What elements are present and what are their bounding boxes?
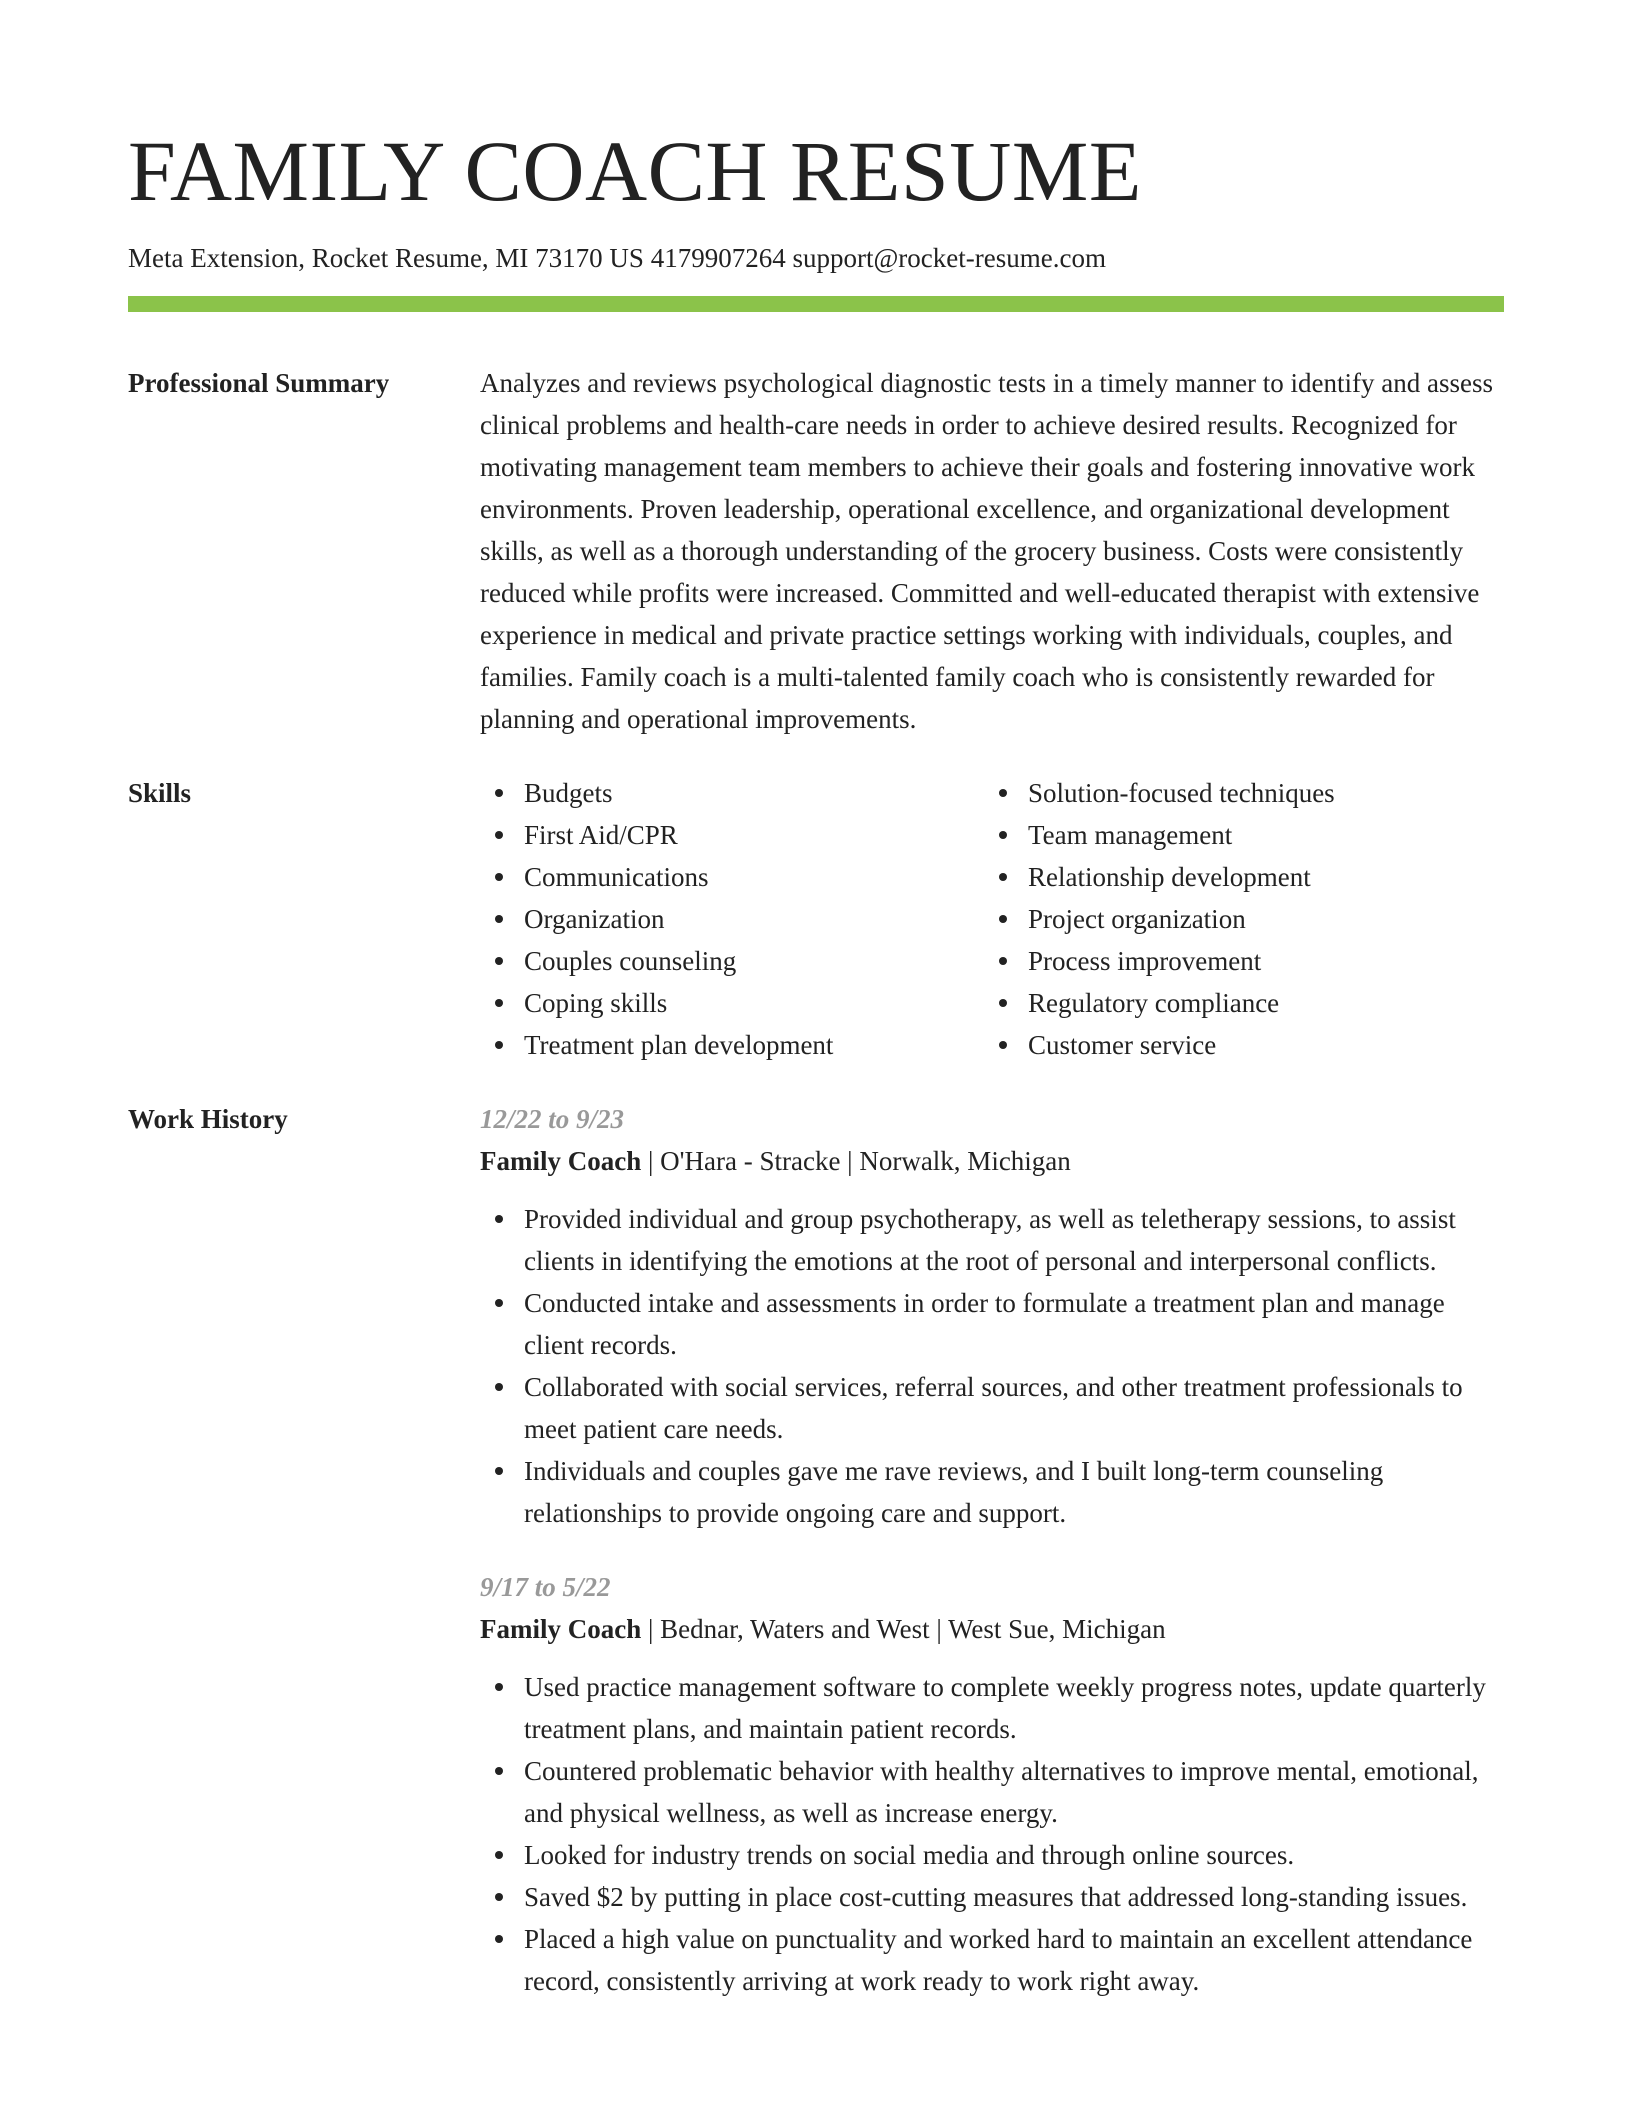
job-entry xyxy=(480,1098,1504,1534)
professional-summary-section xyxy=(128,362,1504,740)
job-dates: 9/17 to 5/22 xyxy=(480,1572,611,1603)
job-duties xyxy=(480,1198,1504,1534)
skill-item: Customer service xyxy=(984,1024,1488,1066)
skill-item: Regulatory compliance xyxy=(984,982,1488,1024)
skills-section xyxy=(128,772,1504,1066)
summary-text: Analyzes and reviews psychological diagnostic tests in a timely manner to identify and assess clinical problems and health-care needs in order to achieve desired results. Recognized for motivating management team members to achieve their goals and fostering innovative work environments. Proven leadership, operational excellence, and organizational development skills, as well as a thorough understanding of the grocery business. Costs were consistently reduced while profits were increased. Committed and well-educated therapist with extensive experience in medical and private practice settings working with individuals, couples, and families. Family coach is a multi-talented family coach who is consistently rewarded for planning and operational improvements. xyxy=(480,368,1494,735)
job-duty: Provided individual and group psychotherapy, as well as teletherapy sessions, to assist clients in identifying the emotions at the root of personal and interpersonal conflicts. xyxy=(480,1198,1504,1282)
job-duty: Collaborated with social services, referral sources, and other treatment professionals to meet patient care needs. xyxy=(480,1366,1504,1450)
job-duty: Used practice management software to complete weekly progress notes, update quarterly treatment plans, and maintain patient records. xyxy=(480,1666,1504,1750)
skills-columns xyxy=(480,772,1504,1066)
skill-item: First Aid/CPR xyxy=(480,814,984,856)
job-title: Family Coach xyxy=(480,1146,642,1177)
skill-item: Project organization xyxy=(984,898,1488,940)
skill-item: Budgets xyxy=(480,772,984,814)
section-label-work: Work History xyxy=(128,1104,288,1135)
resume-title: FAMILY COACH RESUME xyxy=(128,123,1142,219)
header-divider xyxy=(128,296,1504,312)
job-duty: Looked for industry trends on social media and through online sources. xyxy=(480,1834,1504,1876)
work-history-body xyxy=(480,1098,1504,2002)
work-history-section xyxy=(128,1098,1504,2002)
job-duties xyxy=(480,1666,1504,2002)
job-duty: Individuals and couples gave me rave reviews, and I built long-term counseling relationships to provide ongoing care and support. xyxy=(480,1450,1504,1534)
job-entry xyxy=(480,1566,1504,2002)
skill-item: Couples counseling xyxy=(480,940,984,982)
job-heading xyxy=(480,1140,1504,1182)
job-duty: Placed a high value on punctuality and worked hard to maintain an excellent attendance record, consistently arriving at work ready to work right away. xyxy=(480,1918,1504,2002)
job-dates: 12/22 to 9/23 xyxy=(480,1104,625,1135)
job-duty: Conducted intake and assessments in order to formulate a treatment plan and manage client records. xyxy=(480,1282,1504,1366)
skills-list-right xyxy=(984,772,1488,1066)
skill-item: Relationship development xyxy=(984,856,1488,898)
skill-item: Solution-focused techniques xyxy=(984,772,1488,814)
job-duty: Saved $2 by putting in place cost-cutting measures that addressed long-standing issues. xyxy=(480,1876,1504,1918)
skill-item: Team management xyxy=(984,814,1488,856)
skill-item: Process improvement xyxy=(984,940,1488,982)
contact-info: Meta Extension, Rocket Resume, MI 73170 US 4179907264 support@rocket-resume.com xyxy=(128,243,1106,273)
skill-item: Organization xyxy=(480,898,984,940)
job-duty: Countered problematic behavior with healthy alternatives to improve mental, emotional, and physical wellness, as well as increase energy. xyxy=(480,1750,1504,1834)
skill-item: Coping skills xyxy=(480,982,984,1024)
job-heading xyxy=(480,1608,1504,1650)
section-label-summary: Professional Summary xyxy=(128,368,390,399)
skill-item: Treatment plan development xyxy=(480,1024,984,1066)
skill-item: Communications xyxy=(480,856,984,898)
section-label-skills: Skills xyxy=(128,778,192,809)
job-details: | O'Hara - Stracke | Norwalk, Michigan xyxy=(641,1146,1071,1177)
job-details: | Bednar, Waters and West | West Sue, Michigan xyxy=(641,1614,1166,1645)
job-title: Family Coach xyxy=(480,1614,642,1645)
skills-list-left xyxy=(480,772,984,1066)
